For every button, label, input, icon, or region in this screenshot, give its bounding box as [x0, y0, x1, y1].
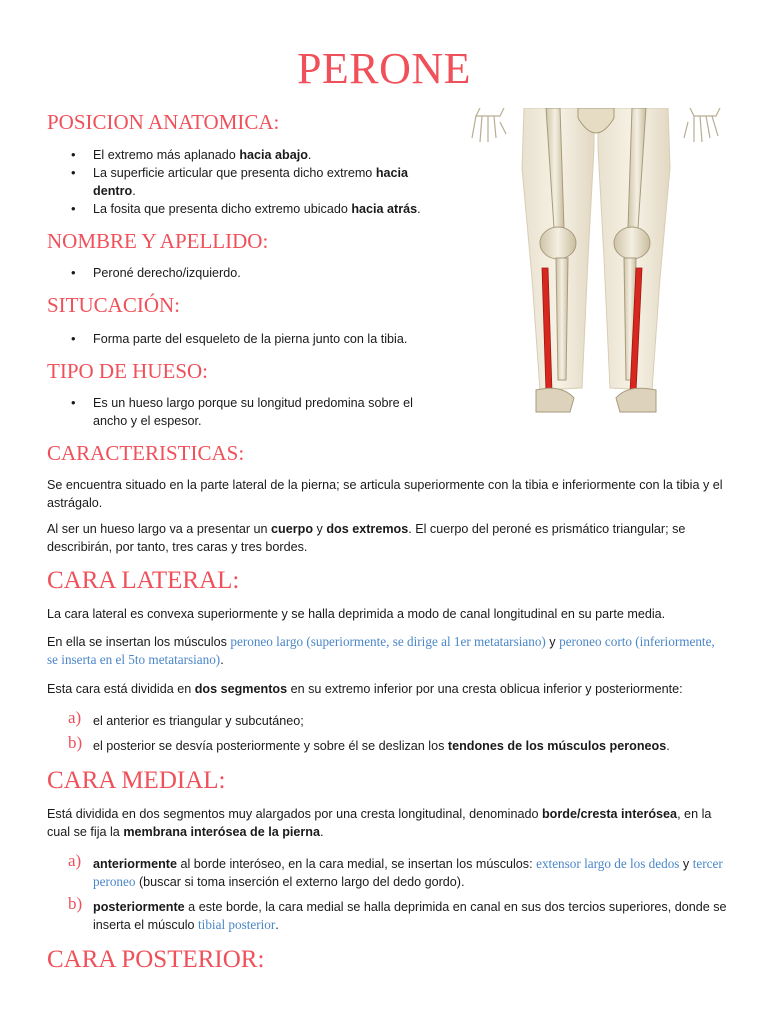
paragraph: La cara lateral es convexa superiormente y se halla deprimida a modo de canal longitudinal en su parte media.: [47, 607, 666, 621]
list-item: • Peroné derecho/izquierdo.: [93, 264, 433, 282]
list-item: a) el anterior es triangular y subcutáneo;: [68, 708, 304, 728]
heading-cara-lateral: CARA LATERAL:: [47, 567, 240, 594]
paragraph: Se encuentra situado en la parte lateral de la pierna; se articula superiormente con la tibia e inferiormente con la tibia y el astrágalo.: [47, 478, 723, 510]
leg-skeleton-image: [466, 108, 726, 418]
heading-posicion-anatomica: POSICION ANATOMICA:: [47, 110, 280, 134]
list-item: • La superficie articular que presenta dicho extremo hacia dentro.: [93, 164, 433, 200]
paragraph: Está dividida en dos segmentos muy alargados por una cresta longitudinal, denominado borde/cresta interósea, en la cual se fija la membrana interósea de la pierna.: [47, 807, 712, 839]
heading-nombre-apellido: NOMBRE Y APELLIDO:: [47, 229, 269, 253]
leg-skeleton-illustration: [466, 108, 726, 418]
list-item: a) anteriormente al borde interóseo, en la cara medial, se insertan los músculos: extensor largo de los dedos y tercer peroneo (buscar si toma inserción el externo largo del dedo gordo).: [68, 851, 723, 889]
list-item: • Forma parte del esqueleto de la pierna junto con la tibia.: [93, 330, 433, 348]
paragraph: Esta cara está dividida en dos segmentos en su extremo inferior por una cresta oblicua inferior y posteriormente:: [47, 682, 683, 696]
paragraph: Al ser un hueso largo va a presentar un cuerpo y dos extremos. El cuerpo del peroné es prismático triangular; se describirán, por tanto, tres caras y tres bordes.: [47, 522, 686, 554]
heading-tipo-hueso: TIPO DE HUESO:: [47, 359, 208, 383]
list-item: • Es un hueso largo porque su longitud predomina sobre el ancho y el espesor.: [93, 394, 433, 430]
heading-cara-medial: CARA MEDIAL:: [47, 767, 226, 794]
heading-situacion: SITUCACIÓN:: [47, 293, 181, 317]
heading-caracteristicas: CARACTERISTICAS:: [47, 441, 245, 465]
list-item: b) posteriormente a este borde, la cara medial se halla deprimida en canal en sus dos tercios superiores, donde se inserta el músculo tibial posterior.: [68, 894, 727, 932]
list-item: • La fosita que presenta dicho extremo ubicado hacia atrás.: [93, 200, 453, 218]
heading-cara-posterior: CARA POSTERIOR:: [47, 946, 265, 973]
paragraph: En ella se insertan los músculos peroneo largo (superiormente, se dirige al 1er metatarsiano) y peroneo corto (inferiormente, se inserta en el 5to metatarsiano).: [47, 634, 715, 667]
list-item: b) el posterior se desvía posteriormente y sobre él se deslizan los tendones de los músculos peroneos.: [68, 733, 670, 753]
page-title: PERONE: [296, 44, 472, 93]
list-item: • El extremo más aplanado hacia abajo.: [93, 146, 433, 164]
